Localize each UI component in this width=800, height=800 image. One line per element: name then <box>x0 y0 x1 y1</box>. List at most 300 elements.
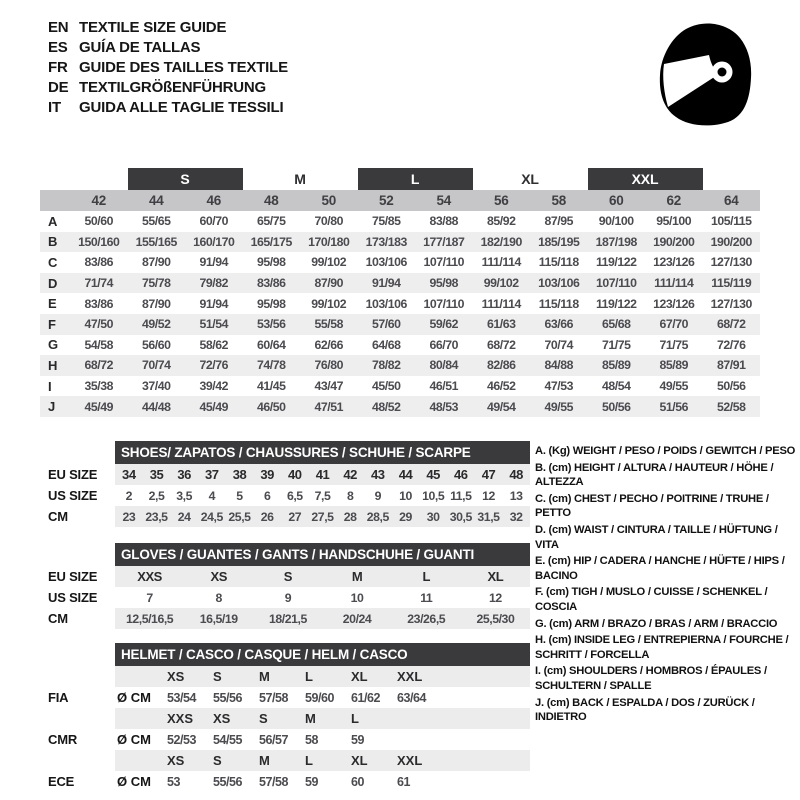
measurement-value: 83/86 <box>84 255 114 270</box>
size-column-header: 48 <box>264 193 279 208</box>
legend-item-h: H. (cm) INSIDE LEG / ENTREPIERNA / FOURCHE / SCHRITT / FORCELLA <box>535 634 789 661</box>
helmet-size-value: 59/60 <box>305 690 335 705</box>
helmet-standard-values <box>115 729 530 750</box>
measurement-value: 46/52 <box>486 379 516 394</box>
measurement-value: 49/55 <box>659 379 689 394</box>
helmet-size-header-cells <box>115 666 530 687</box>
size-value: 9 <box>374 488 382 503</box>
measurement-value: 70/74 <box>544 337 574 352</box>
language-row <box>48 18 288 38</box>
language-code: FR <box>48 59 68 76</box>
measurement-value: 72/76 <box>199 358 229 373</box>
measurement-value: 74/78 <box>256 358 286 373</box>
size-group-m: M <box>294 171 306 187</box>
measurement-row-label: I <box>48 378 52 394</box>
measurement-value: 95/98 <box>256 296 286 311</box>
row-values <box>115 485 530 506</box>
size-value: 35 <box>149 467 164 482</box>
size-value: 2 <box>125 488 133 503</box>
measurement-row-label: G <box>48 337 59 353</box>
measurement-value: 65/68 <box>601 317 631 332</box>
measurement-value: 78/82 <box>371 358 401 373</box>
measurement-value: 60/64 <box>256 337 286 352</box>
size-value: 42 <box>343 467 357 482</box>
measurement-value: 71/75 <box>659 337 689 352</box>
helmet-size-header-row <box>40 750 760 771</box>
measurement-value: 54/58 <box>84 337 114 352</box>
helmet-size-label: XS <box>167 669 185 684</box>
measurement-value: 63/66 <box>544 317 574 332</box>
measurement-value: 48/54 <box>601 379 631 394</box>
language-row <box>48 98 288 118</box>
measurement-value: 160/170 <box>193 234 235 249</box>
measurement-row-d <box>40 273 760 294</box>
size-value: XXS <box>137 569 162 584</box>
measurement-value: 85/89 <box>601 358 631 373</box>
helmet-size-label: L <box>305 669 313 684</box>
measurement-value: 47/53 <box>544 379 574 394</box>
measurement-value: 91/94 <box>199 296 229 311</box>
measurement-value: 85/89 <box>659 358 689 373</box>
size-value: 4 <box>208 488 216 503</box>
measurement-value: 90/100 <box>598 214 634 229</box>
row-label: EU SIZE <box>48 467 98 482</box>
measurement-value: 111/114 <box>481 255 521 270</box>
row-values <box>115 608 530 629</box>
size-value: 27 <box>288 509 302 524</box>
measurement-value: 75/85 <box>371 214 401 229</box>
row-values <box>115 587 530 608</box>
measurement-value: 72/76 <box>716 337 746 352</box>
measurement-row-label: H <box>48 357 58 373</box>
measurement-value: 43/47 <box>314 379 344 394</box>
measurement-value: 103/106 <box>538 276 580 291</box>
helmet-size-label: XS <box>213 711 231 726</box>
helmet-size-value: 53 <box>167 774 181 789</box>
legend-item-e: E. (cm) HIP / CADERA / HANCHE / HÜFTE / HIPS / BACINO <box>535 555 785 582</box>
language-title-list <box>48 18 288 118</box>
measurement-value: 44/48 <box>141 399 171 414</box>
measurement-value: 51/56 <box>659 399 689 414</box>
size-column-header: 64 <box>724 193 739 208</box>
helmet-size-label: XXS <box>167 711 194 726</box>
measurement-value: 83/86 <box>84 296 114 311</box>
measurement-value: 95/98 <box>256 255 286 270</box>
measurement-value: 48/52 <box>371 399 401 414</box>
measurement-value: 115/118 <box>538 255 579 270</box>
helmet-size-value: 60 <box>351 774 365 789</box>
row-label: EU SIZE <box>48 569 98 584</box>
measurement-value: 68/72 <box>486 337 516 352</box>
helmet-size-label: S <box>213 669 222 684</box>
racing-helmet-icon-svg <box>652 20 752 126</box>
measurement-value: 187/198 <box>595 234 637 249</box>
helmet-standard-values <box>115 771 530 792</box>
helmet-size-value: 58 <box>305 732 319 747</box>
measurement-value: 64/68 <box>371 337 401 352</box>
diameter-unit-label: Ø CM <box>117 732 151 747</box>
measurement-value: 91/94 <box>371 276 401 291</box>
measurement-legend <box>535 444 797 727</box>
measurement-row-a <box>40 211 760 232</box>
measurement-row-label: F <box>48 316 56 332</box>
size-value: XS <box>210 569 227 584</box>
legend-item-c: C. (cm) CHEST / PECHO / POITRINE / TRUHE / PETTO <box>535 492 769 520</box>
size-value: 24 <box>177 509 191 524</box>
measurement-row-b <box>40 232 760 253</box>
measurement-row-label: E <box>48 296 57 312</box>
helmet-size-value: 61/62 <box>351 690 381 705</box>
size-value: 28 <box>343 509 357 524</box>
legend-item-g: G. (cm) ARM / BRAZO / BRAS / ARM / BRACCIO <box>535 617 778 630</box>
measurement-value: 49/54 <box>486 399 516 414</box>
size-value: 30 <box>426 509 440 524</box>
size-value: 7,5 <box>314 488 331 503</box>
helmet-size-value: 55/56 <box>213 774 243 789</box>
helmet-size-value: 59 <box>351 732 365 747</box>
size-value: 24,5 <box>200 509 223 524</box>
size-value: 28,5 <box>366 509 389 524</box>
measurement-value: 49/55 <box>544 399 574 414</box>
size-value: 26 <box>260 509 274 524</box>
measurement-value: 46/50 <box>256 399 286 414</box>
language-code: IT <box>48 99 61 116</box>
measurement-value: 99/102 <box>483 276 519 291</box>
measurement-value: 50/60 <box>84 214 114 229</box>
helmet-table-title: HELMET / CASCO / CASQUE / HELM / CASCO <box>115 643 530 666</box>
legend-item-b: B. (cm) HEIGHT / ALTURA / HAUTEUR / HÖHE / ALTEZZA <box>535 461 774 489</box>
measurement-value: 48/53 <box>429 399 459 414</box>
helmet-size-label: S <box>259 711 268 726</box>
size-value: XL <box>487 569 504 584</box>
size-value: 10 <box>399 488 412 503</box>
size-value: 6 <box>263 488 271 503</box>
size-value: 11 <box>420 590 433 605</box>
measurement-value: 95/100 <box>656 214 692 229</box>
measurement-value: 62/66 <box>314 337 344 352</box>
measurement-value: 60/70 <box>199 214 229 229</box>
size-column-header: 46 <box>206 193 221 208</box>
size-value: 45 <box>426 467 440 482</box>
measurement-row-h <box>40 355 760 376</box>
size-value: 12,5/16,5 <box>125 611 174 626</box>
helmet-size-value: 57/58 <box>259 774 289 789</box>
helmet-size-label: XL <box>351 753 368 768</box>
measurement-value: 39/42 <box>199 379 229 394</box>
measurement-row-label: B <box>48 234 58 250</box>
measurement-value: 41/45 <box>256 379 286 394</box>
measurement-value: 61/63 <box>486 317 516 332</box>
size-value: 11,5 <box>450 488 472 503</box>
size-number-row <box>40 190 760 211</box>
measurement-value: 111/114 <box>481 296 521 311</box>
language-row <box>48 78 288 98</box>
size-value: 12 <box>482 488 495 503</box>
helmet-size-value: 52/53 <box>167 732 197 747</box>
measurement-value: 103/106 <box>365 255 407 270</box>
size-value: 46 <box>454 467 468 482</box>
language-code: DE <box>48 79 69 96</box>
helmet-standard-row-ece <box>40 771 760 792</box>
size-column-header: 52 <box>379 193 394 208</box>
measurement-value: 127/130 <box>710 255 752 270</box>
size-value: 31,5 <box>477 509 500 524</box>
helmet-size-value: 57/58 <box>259 690 289 705</box>
size-column-header: 44 <box>149 193 164 208</box>
measurement-value: 87/91 <box>716 358 746 373</box>
measurement-value: 56/60 <box>141 337 171 352</box>
measurement-value: 99/102 <box>311 255 347 270</box>
size-value: 6,5 <box>286 488 303 503</box>
size-value: 47 <box>481 467 496 482</box>
racing-helmet-icon <box>652 20 752 126</box>
measurement-value: 103/106 <box>365 296 407 311</box>
language-row <box>48 58 288 78</box>
measurement-value: 71/74 <box>84 276 114 291</box>
helmet-size-value: 56/57 <box>259 732 289 747</box>
size-value: 5 <box>236 488 243 503</box>
measurement-value: 67/70 <box>659 317 689 332</box>
measurement-value: 35/38 <box>84 379 114 394</box>
size-column-header: 62 <box>666 193 681 208</box>
measurement-value: 50/56 <box>601 399 631 414</box>
helmet-size-header-cells <box>115 750 530 771</box>
measurement-value: 76/80 <box>314 358 344 373</box>
language-code: EN <box>48 19 69 36</box>
size-value: 12 <box>489 590 502 605</box>
legend-item-i: I. (cm) SHOULDERS / HOMBROS / ÉPAULES / SCHULTERN / SPALLE <box>535 665 767 692</box>
measurement-value: 75/78 <box>141 276 171 291</box>
measurement-value: 111/114 <box>654 276 694 291</box>
measurement-value: 85/92 <box>486 214 516 229</box>
measurement-value: 47/50 <box>84 317 114 332</box>
helmet-size-label: M <box>259 669 270 684</box>
helmet-standard-values <box>115 687 530 708</box>
measurement-value: 37/40 <box>141 379 171 394</box>
size-value: 20/24 <box>342 611 372 626</box>
diameter-unit-label: Ø CM <box>117 690 151 705</box>
measurement-row-label: J <box>48 399 56 415</box>
size-value: L <box>422 569 430 584</box>
measurement-value: 50/56 <box>716 379 746 394</box>
measurement-row-e <box>40 293 760 314</box>
measurement-value: 71/75 <box>601 337 631 352</box>
measurement-value: 84/88 <box>544 358 574 373</box>
size-column-header: 50 <box>321 193 336 208</box>
size-column-header: 42 <box>91 193 106 208</box>
measurement-value: 95/98 <box>429 276 459 291</box>
size-value: 13 <box>509 488 523 503</box>
size-value: 36 <box>177 467 191 482</box>
size-value: 38 <box>232 467 247 482</box>
measurement-row-i <box>40 376 760 397</box>
helmet-size-value: 55/56 <box>213 690 243 705</box>
measurement-value: 150/160 <box>78 234 120 249</box>
measurement-value: 45/49 <box>199 399 229 414</box>
measurement-value: 91/94 <box>199 255 229 270</box>
helmet-size-label: XL <box>351 669 368 684</box>
size-value: 10,5 <box>422 488 445 503</box>
size-value: 7 <box>146 590 153 605</box>
helmet-size-label: XXL <box>397 753 423 768</box>
diameter-unit-label: Ø CM <box>117 774 151 789</box>
size-value: 48 <box>509 467 523 482</box>
language-code: ES <box>48 39 68 56</box>
measurement-value: 57/60 <box>371 317 401 332</box>
measurement-value: 119/122 <box>595 255 637 270</box>
measurement-value: 105/115 <box>710 214 752 229</box>
measurement-value: 68/72 <box>716 317 746 332</box>
size-value: 9 <box>284 590 292 605</box>
measurement-value: 115/119 <box>711 276 752 291</box>
helmet-size-value: 61 <box>397 774 411 789</box>
size-value: 43 <box>371 467 385 482</box>
guide-title: TEXTILE SIZE GUIDE <box>79 19 227 36</box>
measurement-value: 190/200 <box>653 234 695 249</box>
measurement-value: 87/90 <box>141 296 171 311</box>
measurement-value: 70/74 <box>141 358 171 373</box>
measurement-row-label: A <box>48 213 58 229</box>
measurement-value: 107/110 <box>423 296 465 311</box>
row-label: CM <box>48 611 68 626</box>
measurement-value: 80/84 <box>429 358 459 373</box>
row-values <box>115 506 530 527</box>
measurement-value: 82/86 <box>486 358 516 373</box>
row-label: US SIZE <box>48 488 98 503</box>
guide-title: TEXTILGRÖßENFÜHRUNG <box>79 79 267 96</box>
measurement-value: 70/80 <box>314 214 344 229</box>
measurement-value: 115/118 <box>538 296 579 311</box>
measurement-value: 173/183 <box>365 234 407 249</box>
standard-label: ECE <box>48 774 75 789</box>
helmet-size-label: M <box>305 711 316 726</box>
measurement-value: 65/75 <box>256 214 286 229</box>
measurement-value: 87/90 <box>141 255 171 270</box>
guide-title: GUIDA ALLE TAGLIE TESSILI <box>79 99 284 116</box>
textile-size-table <box>40 166 760 417</box>
legend-item-j: J. (cm) BACK / ESPALDA / DOS / ZURÜCK / INDIETRO <box>535 696 755 724</box>
measurement-value: 49/52 <box>141 317 171 332</box>
size-group-xl: XL <box>521 171 539 187</box>
size-value: 16,5/19 <box>199 611 238 626</box>
measurement-value: 46/51 <box>429 379 459 394</box>
size-value: S <box>283 569 293 584</box>
measurement-row-j <box>40 396 760 417</box>
measurement-value: 107/110 <box>595 276 637 291</box>
row-values <box>115 464 530 485</box>
helmet-size-label: M <box>259 753 270 768</box>
size-group-xxl: XXL <box>588 168 703 190</box>
gloves-table-title: GLOVES / GUANTES / GANTS / HANDSCHUHE / GUANTI <box>115 543 530 566</box>
measurement-value: 66/70 <box>429 337 459 352</box>
measurement-value: 59/62 <box>429 317 459 332</box>
measurement-value: 177/187 <box>423 234 465 249</box>
helmet-size-value: 53/54 <box>167 690 197 705</box>
legend-item-f: F. (cm) TIGH / MUSLO / CUISSE / SCHENKEL / COSCIA <box>535 586 768 613</box>
row-values <box>115 566 530 587</box>
legend-item-d: D. (cm) WAIST / CINTURA / TAILLE / HÜFTUNG / VITA <box>535 523 778 551</box>
guide-title: GUÍA DE TALLAS <box>79 39 201 56</box>
helmet-size-label: S <box>213 753 222 768</box>
measurement-value: 83/86 <box>256 276 286 291</box>
size-value: 34 <box>122 467 136 482</box>
measurement-value: 87/90 <box>314 276 344 291</box>
measurement-row-label: C <box>48 254 58 270</box>
measurement-value: 87/95 <box>544 214 574 229</box>
size-group-l: L <box>358 168 473 190</box>
measurement-value: 52/58 <box>716 399 746 414</box>
row-label: US SIZE <box>48 590 98 605</box>
size-value: 39 <box>260 467 274 482</box>
measurement-value: 127/130 <box>710 296 752 311</box>
measurement-value: 185/195 <box>538 234 580 249</box>
helmet-size-label: L <box>351 711 359 726</box>
size-value: 44 <box>398 467 413 482</box>
measurement-value: 99/102 <box>311 296 347 311</box>
measurement-row-label: D <box>48 275 58 291</box>
size-value: 40 <box>288 467 302 482</box>
size-value: 30,5 <box>449 509 472 524</box>
measurement-row-g <box>40 335 760 356</box>
standard-label: FIA <box>48 690 69 705</box>
shoes-table-title: SHOES/ ZAPATOS / CHAUSSURES / SCHUHE / SCARPE <box>115 441 530 464</box>
size-group-s: S <box>128 168 243 190</box>
helmet-size-value: 54/55 <box>213 732 243 747</box>
size-value: 25,5 <box>228 509 251 524</box>
size-value: 8 <box>346 488 354 503</box>
measurement-value: 165/175 <box>250 234 292 249</box>
measurement-value: 55/58 <box>314 317 344 332</box>
measurement-value: 55/65 <box>141 214 171 229</box>
measurement-value: 107/110 <box>423 255 465 270</box>
size-value: 2,5 <box>148 488 165 503</box>
measurement-value: 83/88 <box>429 214 459 229</box>
size-group-header-row <box>40 166 760 190</box>
legend-item-a: A. (Kg) WEIGHT / PESO / POIDS / GEWITCH / PESO <box>535 445 796 457</box>
measurement-value: 45/49 <box>84 399 114 414</box>
helmet-standard-row-cmr <box>40 729 760 750</box>
size-value: 8 <box>215 590 222 605</box>
measurement-value: 68/72 <box>84 358 114 373</box>
size-value: 41 <box>315 467 330 482</box>
guide-title: GUIDE DES TAILLES TEXTILE <box>79 59 288 76</box>
helmet-size-label: L <box>305 753 313 768</box>
language-row <box>48 38 288 58</box>
measurement-value: 119/122 <box>595 296 637 311</box>
size-value: 27,5 <box>311 509 334 524</box>
measurement-value: 182/190 <box>480 234 522 249</box>
size-value: M <box>351 569 363 584</box>
size-value: 23 <box>122 509 136 524</box>
size-value: 10 <box>350 590 364 605</box>
size-value: 37 <box>205 467 219 482</box>
size-value: 3,5 <box>176 488 193 503</box>
size-value: 29 <box>399 509 412 524</box>
measurement-value: 170/180 <box>308 234 350 249</box>
size-column-header: 54 <box>436 193 451 208</box>
size-value: 23,5 <box>145 509 168 524</box>
measurement-value: 45/50 <box>371 379 401 394</box>
helmet-size-label: XXL <box>397 669 423 684</box>
size-value: 32 <box>509 509 523 524</box>
row-label: CM <box>48 509 68 524</box>
measurement-value: 123/126 <box>653 296 695 311</box>
measurement-value: 123/126 <box>653 255 695 270</box>
helmet-size-value: 63/64 <box>397 690 427 705</box>
standard-label: CMR <box>48 732 78 747</box>
measurement-value: 51/54 <box>199 317 229 332</box>
measurement-value: 53/56 <box>256 317 286 332</box>
